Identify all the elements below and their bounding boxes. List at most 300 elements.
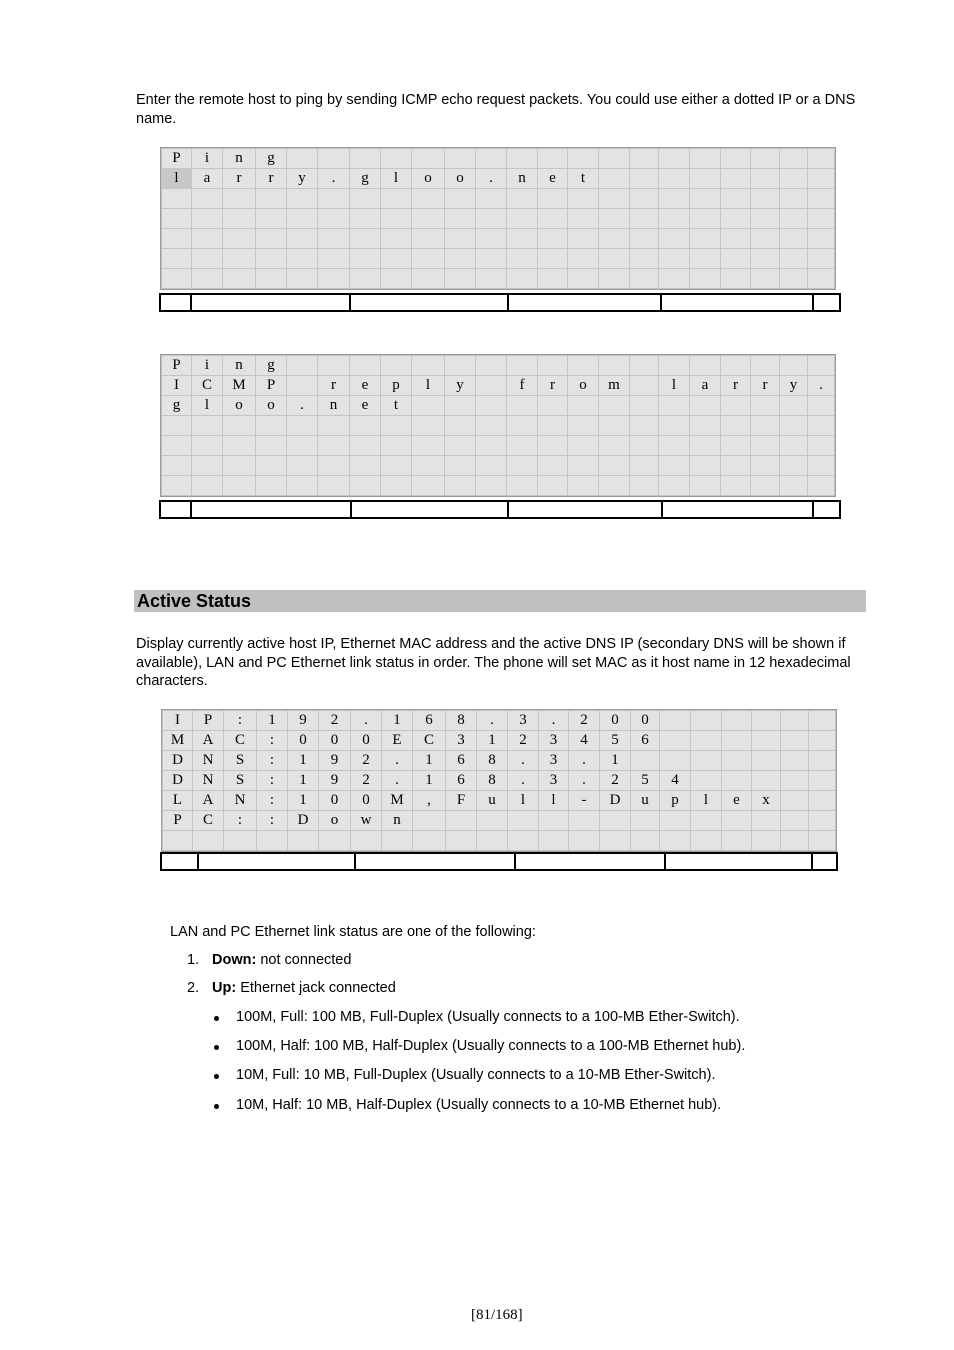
lcd-cell	[538, 416, 568, 436]
lcd-cell: 4	[660, 771, 691, 791]
lcd-cell	[781, 771, 809, 791]
lcd-cell	[568, 209, 599, 229]
lcd-cell	[752, 811, 781, 831]
lcd-cell	[722, 831, 752, 851]
lcd-cell	[630, 249, 659, 269]
lcd-cell	[630, 416, 659, 436]
softkey-1[interactable]	[192, 502, 352, 517]
lcd-cell: .	[477, 711, 508, 731]
lcd-cell	[318, 456, 350, 476]
lcd-cell	[538, 456, 568, 476]
lcd-cell	[350, 149, 381, 169]
lcd-cell: P	[163, 811, 193, 831]
softkey-4[interactable]	[662, 295, 814, 310]
lcd-cell: :	[224, 811, 257, 831]
lcd-cell: n	[223, 149, 256, 169]
lcd-cell	[630, 376, 659, 396]
lcd-cell	[630, 476, 659, 496]
softkey-edge-left	[162, 854, 199, 869]
lcd-cell	[780, 249, 808, 269]
lcd-cell: l	[659, 376, 690, 396]
lcd-cell	[162, 456, 192, 476]
lcd-cell	[630, 436, 659, 456]
lcd-cell: a	[690, 376, 721, 396]
lcd-cell	[476, 229, 507, 249]
lcd-cell: e	[722, 791, 752, 811]
lcd-cell: 9	[288, 711, 319, 731]
lcd-cell	[192, 269, 223, 289]
lcd-cell	[382, 831, 413, 851]
lcd-cell: P	[162, 149, 192, 169]
lcd-cell	[599, 356, 630, 376]
lcd-cell	[507, 189, 538, 209]
lcd-row	[163, 791, 836, 811]
lcd-cell	[476, 209, 507, 229]
lcd-cell: y	[445, 376, 476, 396]
lcd-cell	[808, 396, 835, 416]
lcd-cell: :	[224, 711, 257, 731]
lcd-cell	[751, 396, 780, 416]
lcd-cell	[808, 476, 835, 496]
lcd-cell: o	[445, 169, 476, 189]
lcd-cell	[751, 456, 780, 476]
lcd-cell	[350, 209, 381, 229]
lcd-cell: w	[351, 811, 382, 831]
lcd-cell	[659, 416, 690, 436]
lcd-cell: N	[193, 751, 224, 771]
lcd-cell	[381, 209, 412, 229]
lcd-cell	[476, 416, 507, 436]
lcd-cell	[287, 376, 318, 396]
lcd-cell: ,	[413, 791, 446, 811]
lcd-cell	[721, 189, 751, 209]
lcd-cell	[659, 269, 690, 289]
lcd-cell: :	[257, 771, 288, 791]
lcd-cell: M	[223, 376, 256, 396]
lcd-cell: n	[223, 356, 256, 376]
lcd-cell: 0	[631, 711, 660, 731]
lcd-cell: r	[751, 376, 780, 396]
lcd-cell	[751, 436, 780, 456]
lcd-cell	[350, 476, 381, 496]
lcd-cell	[476, 249, 507, 269]
lcd-cell	[659, 149, 690, 169]
lcd-cell	[752, 711, 781, 731]
lcd-cell	[569, 831, 600, 851]
lcd-row	[162, 169, 835, 189]
lcd-cell	[477, 831, 508, 851]
lcd-cell: 1	[413, 771, 446, 791]
lcd-cell: o	[412, 169, 445, 189]
lcd-cell	[809, 711, 836, 731]
lcd-cell: 2	[351, 751, 382, 771]
lcd-cell: l	[508, 791, 539, 811]
lcd-cell	[162, 476, 192, 496]
lcd-cell: M	[382, 791, 413, 811]
lcd-cell	[507, 249, 538, 269]
lcd-cell: .	[539, 711, 569, 731]
lcd-row	[162, 356, 835, 376]
lcd-cell	[445, 249, 476, 269]
lcd-cell	[568, 436, 599, 456]
lcd-cell	[507, 436, 538, 456]
ping-result-softkeys	[159, 500, 841, 519]
lcd-cell	[659, 249, 690, 269]
lcd-cell: A	[193, 731, 224, 751]
lcd-cell	[691, 771, 722, 791]
lcd-cell: 0	[351, 791, 382, 811]
lcd-cell	[568, 476, 599, 496]
lcd-cell	[350, 416, 381, 436]
item-number: 1.	[187, 952, 200, 968]
lcd-cell	[781, 811, 809, 831]
lcd-cell	[413, 831, 446, 851]
lcd-cell: D	[600, 791, 631, 811]
lcd-cell	[318, 149, 350, 169]
lcd-cell	[568, 396, 599, 416]
lcd-cell	[476, 149, 507, 169]
lcd-cell	[350, 189, 381, 209]
lcd-cell: .	[808, 376, 835, 396]
lcd-cell: 3	[446, 731, 477, 751]
lcd-cell: .	[287, 396, 318, 416]
lcd-cell	[599, 476, 630, 496]
lcd-cell	[445, 189, 476, 209]
lcd-cell	[287, 149, 318, 169]
lcd-cell	[809, 791, 836, 811]
softkey-3[interactable]	[516, 854, 666, 869]
lcd-cell	[413, 811, 446, 831]
lcd-cell	[507, 456, 538, 476]
lcd-cell: I	[163, 711, 193, 731]
lcd-row	[162, 149, 835, 169]
lcd-cell: 4	[569, 731, 600, 751]
lcd-cell: S	[224, 751, 257, 771]
lcd-cell	[256, 189, 287, 209]
lcd-cell	[630, 229, 659, 249]
bullet-dot	[214, 1104, 219, 1109]
lcd-cell: I	[162, 376, 192, 396]
lcd-cell	[568, 269, 599, 289]
bullet-dot	[214, 1045, 219, 1050]
lcd-cell: M	[163, 731, 193, 751]
softkey-3[interactable]	[509, 295, 662, 310]
lcd-cell	[630, 169, 659, 189]
lcd-cell: S	[224, 771, 257, 791]
lcd-cell	[256, 269, 287, 289]
lcd-cell	[350, 249, 381, 269]
lcd-cell	[412, 356, 445, 376]
lcd-cell: p	[381, 376, 412, 396]
lcd-cell: i	[192, 149, 223, 169]
bullet-dot	[214, 1074, 219, 1079]
lcd-cell: 5	[600, 731, 631, 751]
lcd-cell	[412, 396, 445, 416]
lcd-cell	[287, 356, 318, 376]
lcd-cell: y	[780, 376, 808, 396]
lcd-cell: 0	[319, 791, 351, 811]
link-status-intro: LAN and PC Ethernet link status are one of the following:	[170, 924, 536, 940]
item-term: Down:	[212, 952, 257, 968]
lcd-cell	[568, 149, 599, 169]
lcd-cell	[163, 831, 193, 851]
softkey-4[interactable]	[663, 502, 814, 517]
lcd-cell	[659, 456, 690, 476]
lcd-cell: o	[568, 376, 599, 396]
lcd-cell: l	[192, 396, 223, 416]
lcd-cell	[808, 269, 835, 289]
numbered-item-up	[187, 979, 396, 997]
lcd-cell	[318, 249, 350, 269]
lcd-cell	[660, 711, 691, 731]
lcd-cell	[162, 189, 192, 209]
lcd-cell: l	[412, 376, 445, 396]
lcd-cell: 9	[319, 771, 351, 791]
lcd-cell	[318, 209, 350, 229]
lcd-cell: 8	[477, 751, 508, 771]
lcd-cell	[690, 189, 721, 209]
lcd-cell	[287, 269, 318, 289]
lcd-cell: .	[382, 751, 413, 771]
lcd-cell	[507, 356, 538, 376]
lcd-cell: n	[507, 169, 538, 189]
lcd-cell	[808, 209, 835, 229]
lcd-cell	[381, 416, 412, 436]
lcd-cell: N	[193, 771, 224, 791]
lcd-cell: o	[256, 396, 287, 416]
lcd-cell	[256, 436, 287, 456]
ping-input-softkeys	[159, 293, 841, 312]
lcd-cell	[721, 229, 751, 249]
lcd-cell	[476, 376, 507, 396]
lcd-cell	[381, 149, 412, 169]
lcd-cell	[192, 456, 223, 476]
lcd-cell	[660, 831, 691, 851]
lcd-cell	[256, 416, 287, 436]
lcd-cell	[721, 476, 751, 496]
ping-result-screen	[160, 354, 836, 497]
lcd-cell	[752, 731, 781, 751]
lcd-cell	[691, 731, 722, 751]
lcd-cell	[476, 436, 507, 456]
lcd-cell: -	[569, 791, 600, 811]
lcd-cell	[722, 771, 752, 791]
lcd-cell	[223, 189, 256, 209]
lcd-cell	[691, 811, 722, 831]
lcd-cell	[508, 811, 539, 831]
lcd-cell	[630, 209, 659, 229]
lcd-row	[163, 751, 836, 771]
lcd-cell	[318, 476, 350, 496]
lcd-cell	[318, 436, 350, 456]
lcd-cell	[476, 189, 507, 209]
lcd-cell: o	[223, 396, 256, 416]
lcd-cell	[599, 269, 630, 289]
lcd-cell: 1	[257, 711, 288, 731]
bullet-item: 100M, Half: 100 MB, Half-Duplex (Usually connects to a 100-MB Ethernet hub).	[236, 1038, 746, 1054]
lcd-cell	[381, 436, 412, 456]
softkey-2[interactable]	[351, 295, 509, 310]
lcd-cell	[256, 456, 287, 476]
lcd-cell: e	[350, 376, 381, 396]
lcd-cell: D	[163, 751, 193, 771]
lcd-cell	[381, 189, 412, 209]
active-status-softkeys	[160, 852, 838, 871]
lcd-cell	[722, 811, 752, 831]
lcd-cell: D	[288, 811, 319, 831]
lcd-cell: P	[193, 711, 224, 731]
lcd-cell: u	[477, 791, 508, 811]
softkey-4[interactable]	[666, 854, 813, 869]
softkey-2[interactable]	[356, 854, 516, 869]
lcd-cell	[318, 229, 350, 249]
lcd-cell	[808, 249, 835, 269]
bullet-item: 100M, Full: 100 MB, Full-Duplex (Usually connects to a 100-MB Ether-Switch).	[236, 1009, 740, 1025]
lcd-cell	[721, 209, 751, 229]
lcd-cell: 2	[508, 731, 539, 751]
lcd-cell	[599, 396, 630, 416]
lcd-cell: g	[162, 396, 192, 416]
softkey-1[interactable]	[199, 854, 356, 869]
item-term: Up:	[212, 980, 237, 996]
lcd-cell	[599, 416, 630, 436]
lcd-cell: L	[163, 791, 193, 811]
softkey-edge-left	[161, 295, 192, 310]
lcd-cell	[538, 269, 568, 289]
lcd-row	[162, 416, 835, 436]
lcd-cell: .	[508, 771, 539, 791]
lcd-cell	[599, 249, 630, 269]
softkey-edge-right	[813, 854, 836, 869]
lcd-cell	[507, 149, 538, 169]
lcd-cell: 0	[319, 731, 351, 751]
lcd-cell: .	[569, 771, 600, 791]
lcd-cell: 5	[631, 771, 660, 791]
lcd-cell	[287, 476, 318, 496]
lcd-row	[162, 476, 835, 496]
lcd-cell: 2	[569, 711, 600, 731]
softkey-1[interactable]	[192, 295, 351, 310]
lcd-cell	[721, 416, 751, 436]
lcd-cell	[223, 476, 256, 496]
lcd-cell: 1	[600, 751, 631, 771]
lcd-cell	[223, 456, 256, 476]
lcd-cell: i	[192, 356, 223, 376]
lcd-cell: 6	[446, 771, 477, 791]
lcd-cell: 6	[631, 731, 660, 751]
lcd-cell	[287, 456, 318, 476]
lcd-cell	[808, 229, 835, 249]
lcd-cell	[412, 416, 445, 436]
lcd-cell	[412, 436, 445, 456]
lcd-cell	[659, 476, 690, 496]
lcd-cell	[538, 209, 568, 229]
lcd-row	[162, 456, 835, 476]
lcd-cell: g	[256, 149, 287, 169]
lcd-cell	[690, 396, 721, 416]
lcd-cell	[781, 791, 809, 811]
lcd-cell	[690, 229, 721, 249]
lcd-cell	[568, 416, 599, 436]
lcd-cell	[751, 229, 780, 249]
lcd-cell	[599, 149, 630, 169]
lcd-cell	[445, 396, 476, 416]
lcd-cell: C	[413, 731, 446, 751]
lcd-cell	[507, 229, 538, 249]
lcd-cell	[780, 396, 808, 416]
lcd-cell	[630, 269, 659, 289]
lcd-cell	[256, 476, 287, 496]
lcd-cell	[568, 229, 599, 249]
lcd-cell: m	[599, 376, 630, 396]
lcd-cell	[538, 249, 568, 269]
active-status-screen	[161, 709, 837, 852]
lcd-cell	[445, 229, 476, 249]
lcd-cell	[599, 436, 630, 456]
lcd-cell	[780, 209, 808, 229]
softkey-3[interactable]	[509, 502, 663, 517]
lcd-cell	[751, 189, 780, 209]
lcd-cell: P	[162, 356, 192, 376]
lcd-row	[163, 731, 836, 751]
lcd-cell	[691, 751, 722, 771]
lcd-cell	[538, 476, 568, 496]
lcd-cell	[660, 751, 691, 771]
lcd-cell	[690, 209, 721, 229]
lcd-cell	[350, 356, 381, 376]
lcd-cell	[569, 811, 600, 831]
lcd-cell: y	[287, 169, 318, 189]
lcd-cell	[288, 831, 319, 851]
lcd-cell	[223, 229, 256, 249]
lcd-cell: 3	[539, 771, 569, 791]
lcd-cell	[599, 229, 630, 249]
lcd-cell	[808, 356, 835, 376]
lcd-cell	[318, 269, 350, 289]
lcd-cell	[192, 476, 223, 496]
ping-input-screen	[160, 147, 836, 290]
item-desc: not connected	[256, 952, 352, 968]
lcd-cell	[223, 436, 256, 456]
lcd-row	[163, 811, 836, 831]
lcd-cell	[538, 356, 568, 376]
lcd-cell	[538, 436, 568, 456]
lcd-cell	[257, 831, 288, 851]
lcd-cell	[319, 831, 351, 851]
lcd-cell	[722, 711, 752, 731]
item-number: 2.	[187, 980, 200, 996]
lcd-cell: l	[539, 791, 569, 811]
lcd-row	[163, 711, 836, 731]
lcd-cell: P	[256, 376, 287, 396]
lcd-cell	[600, 831, 631, 851]
lcd-row	[162, 396, 835, 416]
softkey-2[interactable]	[352, 502, 509, 517]
lcd-cell	[412, 269, 445, 289]
lcd-cell	[539, 831, 569, 851]
lcd-cell	[780, 356, 808, 376]
lcd-cell: 0	[351, 731, 382, 751]
lcd-cell: r	[318, 376, 350, 396]
lcd-cell	[660, 811, 691, 831]
lcd-cell	[752, 831, 781, 851]
lcd-cell: o	[319, 811, 351, 831]
lcd-cell	[507, 396, 538, 416]
lcd-cell	[659, 169, 690, 189]
lcd-cell	[631, 831, 660, 851]
lcd-cell: e	[538, 169, 568, 189]
lcd-cell	[287, 229, 318, 249]
